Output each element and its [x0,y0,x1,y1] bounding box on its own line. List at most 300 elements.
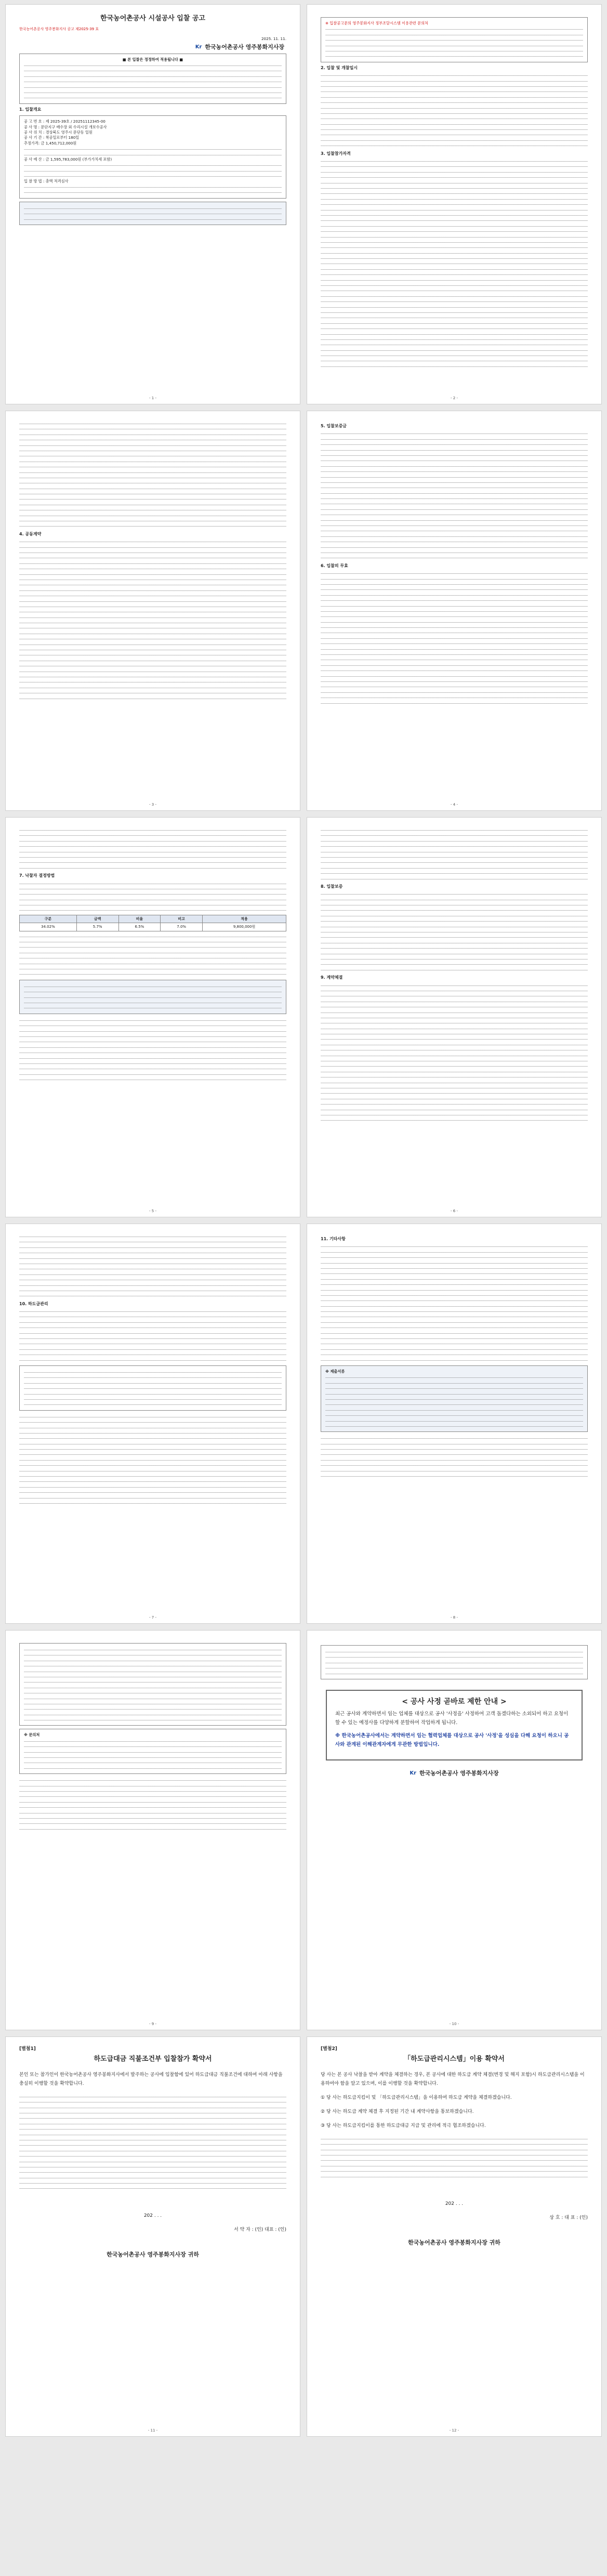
text-line [321,673,588,678]
text-line [19,464,286,469]
page-5 [5,817,300,1217]
text-line [19,838,286,843]
text-line [24,168,282,173]
text-line [321,1276,588,1281]
text-line [19,549,286,555]
text-line [19,1425,286,1430]
text-line [24,1647,282,1652]
text-line [321,260,588,266]
text-line [321,700,588,705]
text-line [321,1096,588,1101]
text-line [321,266,588,271]
text-line [321,94,588,99]
text-line [321,1063,588,1068]
text-line [24,95,282,100]
text-line [321,1026,588,1031]
text-line [321,967,588,972]
notice-heading: < 공사 사정 곧바로 제한 안내 > [402,1697,507,1706]
text-line [321,544,588,549]
text-line [321,180,588,185]
text-line [19,1071,286,1076]
text-line [321,2141,588,2146]
text-line [321,142,588,148]
text-line [321,1107,588,1112]
text-line [321,1287,588,1292]
org-logo [21,45,284,50]
text-line [24,1743,282,1749]
text-line [19,442,286,448]
text-line [19,475,286,480]
text-line [19,902,286,907]
text-line [321,352,588,358]
text-line [19,1039,286,1044]
text-line [24,1401,282,1407]
text-line [19,538,286,544]
text-line [321,110,588,115]
text-line [19,507,286,512]
text-line [321,854,588,859]
correction-title: ■ 본 입찰은 정정하여 적용됩니다 ■ [122,57,183,62]
form-body: 당 사는 본 공사 낙찰을 받아 계약을 체결하는 경우, 본 공사에 대한 하도급 계약 체결(변경 및 해지 포함)시 하도급관리시스템을 이용하여야 함을 알고 있으며, 이를 이행할 것을 확약합니다. [321,2072,585,2086]
text-line [24,1663,282,1668]
text-line [19,1820,286,1825]
text-line [321,277,588,282]
text-line [321,1473,588,1478]
text-line [321,331,588,336]
correction-box [19,54,286,104]
text-line [321,83,588,88]
text-line [19,832,286,837]
text-line [19,502,286,507]
text-line [321,255,588,260]
text-line [19,2137,286,2142]
text-line [321,1270,588,1276]
text-line [19,523,286,528]
text-line [19,1060,286,1066]
text-line [19,1419,286,1424]
text-line [321,1080,588,1085]
page-11 [5,2036,300,2437]
text-line [19,426,286,431]
text-line [321,441,588,446]
text-line [325,32,583,37]
text-line [321,1292,588,1297]
text-line [321,951,588,956]
text-line [19,587,286,593]
text-line [321,325,588,331]
text-line [19,2094,286,2099]
text-line [24,1712,282,1717]
text-line [19,593,286,598]
text-line [321,1457,588,1462]
rate-table [19,915,286,931]
text-line [24,1754,282,1759]
contact-header: ※ 입찰공고문의 영주봉화지사 정부조달시스템 이용관련 문의처 [325,21,428,25]
text-line [321,2174,588,2179]
subcontract-box [19,1365,286,1411]
text-line [19,458,286,464]
text-line [321,1346,588,1351]
text-line [321,506,588,511]
text-line [321,1042,588,1047]
table-header: 적용 [203,915,286,923]
text-line [19,865,286,870]
text-line [24,1380,282,1385]
text-line [321,1351,588,1357]
text-line [321,646,588,651]
text-line [19,1826,286,1831]
text-line [321,913,588,918]
text-line [19,1324,286,1330]
text-line [321,132,588,137]
text-line [24,1690,282,1695]
page-number: - 2 - [451,396,458,400]
text-line [321,902,588,907]
documents-title: ※ 제출서류 [325,1369,345,1374]
text-line [321,196,588,201]
restriction-notice [326,1690,583,1760]
text-line [321,538,588,544]
text-line [24,994,282,1000]
text-line [321,2157,588,2162]
text-line [321,336,588,341]
text-line [321,201,588,206]
text-line [19,827,286,832]
text-line [19,897,286,902]
overview-item: 공 사 명 : 문단지구 배수장 외 수리시설 개보수공사 [24,124,107,129]
page-4 [307,411,602,811]
text-line [321,1243,588,1248]
text-line [321,78,588,83]
section-9: 9. 계약체결 [321,975,343,980]
text-line [19,1783,286,1788]
table-cell: 5.7% [76,923,118,931]
text-line [24,1369,282,1374]
text-line [24,211,282,216]
text-line [24,1706,282,1711]
text-line [321,870,588,875]
text-line [321,137,588,142]
text-line [325,43,583,48]
text-line [19,630,286,636]
text-line [321,1254,588,1259]
text-line [325,26,583,31]
text-line [321,190,588,195]
text-line [19,2132,286,2137]
text-line [321,271,588,277]
text-line [19,571,286,576]
contact-title: ※ 문의처 [24,1732,40,1738]
form-title: 하도급대금 직불조건부 입찰참가 확약서 [94,2055,212,2064]
text-line [19,598,286,603]
section-5: 5. 입찰보증금 [321,424,347,428]
text-line [19,1451,286,1456]
text-line [19,1357,286,1362]
text-line [321,282,588,287]
text-line [321,982,588,988]
text-line [321,945,588,950]
table-header: 비율 [118,915,161,923]
text-line [321,223,588,228]
text-line [19,437,286,442]
text-line [321,207,588,212]
text-line [19,1351,286,1357]
text-line [321,608,588,613]
text-line [321,1260,588,1265]
section-3: 3. 입찰참가자격 [321,151,351,156]
table-cell: 6.5% [118,923,161,931]
text-line [24,1679,282,1684]
text-line [321,250,588,255]
text-line [19,1308,286,1313]
text-line [24,68,282,73]
text-line [19,1277,286,1282]
text-line [19,2185,286,2190]
table-cell: 7.0% [161,923,203,931]
text-line [325,1423,583,1428]
section-2: 2. 입찰 및 개찰일시 [321,65,358,70]
text-line [321,1297,588,1303]
text-line [321,244,588,249]
text-line [19,453,286,458]
text-line [321,501,588,506]
text-line [19,1489,286,1494]
text-line [321,1330,588,1335]
text-line [19,544,286,549]
text-line [19,2159,286,2164]
text-line [19,886,286,891]
overview-item: 공 사 예 산 : 금 1,595,783,000원 (부가가치세 포함) [24,156,112,162]
text-line [19,695,286,701]
text-line [325,37,583,42]
text-line [321,309,588,314]
text-line [325,1412,583,1417]
form-signature: 서 약 자 : (인) 대표 : (인) [234,2227,286,2232]
text-line [19,1076,286,1082]
text-line [24,1374,282,1379]
text-line [19,609,286,614]
overview-item: 공 고 번 호 : 제 2025-39호 / 20251112345-00 [24,119,105,124]
text-line [19,603,286,609]
text-line [321,859,588,864]
text-line [19,1340,286,1346]
text-line [321,1036,588,1041]
notice-title: 한국농어촌공사 시설공사 입찰 공고 [100,15,205,22]
org-logo [323,1771,586,1776]
text-line [19,647,286,652]
text-line [19,658,286,663]
text-line [19,636,286,641]
text-line [321,619,588,624]
text-line [19,1335,286,1340]
form-recipient: 한국농어촌공사 영주봉화지사장 귀하 [408,2239,500,2246]
text-line [325,1665,583,1670]
text-line [321,570,588,575]
text-line [321,876,588,881]
text-line [321,576,588,581]
text-line [19,668,286,674]
text-line [19,2099,286,2104]
text-line [19,1049,286,1055]
text-line [19,1293,286,1298]
table-header: 금액 [76,915,118,923]
text-line [321,126,588,132]
text-line [24,1658,282,1663]
reference-box [321,1645,588,1679]
text-line [19,1313,286,1319]
text-line [19,1414,286,1419]
text-line [321,1340,588,1346]
text-line [321,1101,588,1106]
text-line [24,146,282,151]
text-line [321,474,588,479]
text-line [325,53,583,58]
text-line [321,865,588,870]
text-line [321,613,588,619]
text-line [24,73,282,78]
text-line [321,479,588,484]
text-line [19,582,286,587]
text-line [321,121,588,126]
text-line [321,1004,588,1009]
text-line [19,1484,286,1489]
text-line [19,674,286,679]
text-line [321,662,588,667]
page-number: - 9 - [149,2021,156,2026]
text-line [321,592,588,597]
text-line [321,1069,588,1074]
text-line [325,1654,583,1659]
text-line [321,961,588,966]
text-line [19,1430,286,1435]
text-line [325,1391,583,1396]
text-line [321,528,588,533]
text-line [321,832,588,837]
overview-box [19,115,286,199]
text-line [321,99,588,104]
text-line [24,1652,282,1657]
text-line [321,363,588,369]
text-line [24,189,282,194]
text-line [321,934,588,939]
text-line [321,234,588,239]
text-line [19,1260,286,1266]
text-line [321,430,588,436]
text-line [321,998,588,1004]
text-line [321,1324,588,1330]
documents-box [321,1365,588,1432]
text-line [325,1660,583,1665]
text-line [321,341,588,347]
text-line [321,463,588,468]
text-line [19,1446,286,1451]
text-line [19,685,286,690]
text-line [321,1313,588,1319]
text-line [321,597,588,602]
text-line [321,484,588,490]
text-line [321,849,588,854]
text-line [321,287,588,293]
text-line [321,304,588,309]
page-number: - 10 - [449,2021,459,2026]
text-line [24,162,282,167]
text-line [19,849,286,854]
text-line [321,105,588,110]
notice-text: 최근 공사와 계약하면서 임는 업체를 대상으로 공사 '사정을' 사정하여 고객 돕겠다하는 소외되어 하고 요청이 할 수 있는 예정사를 다양하게 분할하여 작업하게 됩니다. [335,1711,569,1726]
page-2 [307,4,602,404]
text-line [19,1462,286,1467]
text-line [19,1287,286,1293]
text-line [19,690,286,695]
text-line [19,2164,286,2169]
page-12 [307,2036,602,2437]
table-cell: 34.02% [20,923,77,931]
text-line [19,480,286,485]
text-line [24,1685,282,1690]
text-line [19,448,286,453]
text-line [19,566,286,571]
text-line [321,1074,588,1079]
text-line [321,684,588,689]
form-body: 본인 또는 참가인이 한국농어촌공사 영주봉화지사에서 발주하는 공사에 입찰함에 있어 하도급대금 직불조건에 대하여 아래 사항을 충실히 이행할 것을 확약합니다. [19,2072,283,2086]
text-line [19,1473,286,1478]
text-line [321,163,588,168]
text-line [321,827,588,832]
text-line [321,843,588,848]
section-4: 4. 공동계약 [19,531,42,536]
text-line [19,1815,286,1820]
page-number: - 5 - [149,1208,156,1213]
text-line [321,169,588,174]
text-line [19,859,286,864]
text-line [325,1385,583,1390]
text-line [19,1266,286,1271]
notice-box [19,202,286,225]
form-title: 「하도급관리시스템」이용 확약서 [404,2055,505,2064]
text-line [321,549,588,555]
section-11: 11. 기타사항 [321,1237,346,1241]
text-line [19,496,286,501]
text-line [19,1271,286,1277]
text-line [19,1799,286,1804]
text-line [321,511,588,517]
text-line [321,490,588,495]
text-line [19,1239,286,1244]
text-line [321,115,588,121]
text-line [321,2147,588,2152]
text-line [321,1319,588,1324]
text-line [321,174,588,179]
page-6 [307,817,602,1217]
text-line [19,652,286,657]
text-line [321,212,588,217]
text-line [19,625,286,630]
form-recipient: 한국농어촌공사 영주봉화지사장 귀하 [107,2251,199,2258]
page-number: - 11 - [148,2428,158,2433]
text-line [19,679,286,684]
text-line [19,1435,286,1440]
text-line [321,993,588,998]
text-line [321,517,588,522]
text-line [321,2163,588,2168]
text-line [325,1396,583,1401]
text-line [19,1022,286,1028]
page-number: - 12 - [449,2428,459,2433]
text-line [321,1090,588,1095]
text-line [19,1028,286,1033]
text-line [24,1765,282,1770]
text-line [321,1085,588,1090]
